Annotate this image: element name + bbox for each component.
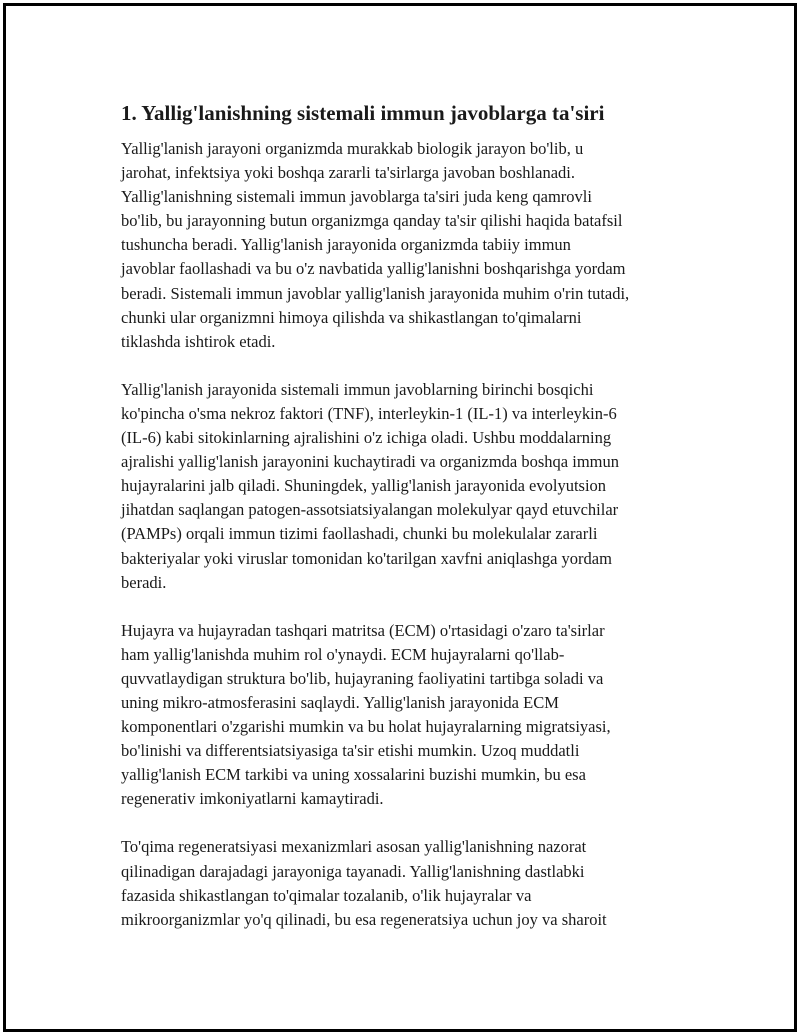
text-line: beradi. Sistemali immun javoblar yallig'lanish jarayonida muhim o'rin tutadi, bbox=[121, 283, 630, 303]
paragraph-4 bbox=[121, 835, 706, 931]
text-line: quvvatlaydigan struktura bo'lib, hujayraning faoliyatini tartibga soladi va bbox=[121, 668, 604, 688]
paragraph-2 bbox=[121, 378, 706, 595]
paragraph-1 bbox=[121, 137, 706, 354]
text-line: yallig'lanish ECM tarkibi va uning xossalarini buzishi mumkin, bu esa bbox=[121, 765, 586, 785]
text-line: beradi. bbox=[121, 572, 167, 592]
page-frame bbox=[3, 3, 797, 1032]
text-line: bo'lib, bu jarayonning butun organizmga qanday ta'sir qilishi haqida batafsil bbox=[121, 211, 623, 231]
text-line: komponentlari o'zgarishi mumkin va bu holat hujayralarning migratsiyasi, bbox=[121, 717, 611, 737]
text-line: Yallig'lanish jarayoni organizmda murakkab biologik jarayon bo'lib, u bbox=[121, 139, 584, 158]
text-line: hujayralarini jalb qiladi. Shuningdek, yallig'lanish jarayonida evolyutsion bbox=[121, 476, 607, 496]
text-line: tiklashda ishtirok etadi. bbox=[121, 331, 276, 351]
text-line: regenerativ imkoniyatlarni kamaytiradi. bbox=[121, 789, 384, 809]
text-line: bakteriyalar yoki viruslar tomonidan ko'tarilgan xavfni aniqlashga yordam bbox=[121, 548, 612, 568]
text-line: tushuncha beradi. Yallig'lanish jarayonida organizmda tabiiy immun bbox=[121, 235, 571, 255]
text-line: ajralishi yallig'lanish jarayonini kuchaytiradi va organizmda boshqa immun bbox=[121, 452, 620, 472]
document-body bbox=[121, 99, 706, 956]
section-heading: 1. Yallig'lanishning sistemali immun javoblarga ta'siri bbox=[121, 101, 605, 125]
text-line: javoblar faollashadi va bu o'z navbatida yallig'lanishni boshqarishga yordam bbox=[121, 259, 626, 279]
text-line: uning mikro-atmosferasini saqlaydi. Yallig'lanish jarayonida ECM bbox=[121, 692, 559, 712]
text-line: Yallig'lanish jarayonida sistemali immun javoblarning birinchi bosqichi bbox=[121, 379, 594, 399]
text-line: chunki ular organizmni himoya qilishda va shikastlangan to'qimalarni bbox=[121, 307, 582, 327]
text-line: mikroorganizmlar yo'q qilinadi, bu esa regeneratsiya uchun joy va sharoit bbox=[121, 909, 607, 929]
text-line: qilinadigan darajadagi jarayoniga tayanadi. Yallig'lanishning dastlabki bbox=[121, 861, 585, 881]
text-line: ham yallig'lanishda muhim rol o'ynaydi. ECM hujayralarni qo'llab- bbox=[121, 644, 565, 664]
paragraph-3 bbox=[121, 619, 706, 812]
text-line: jarohat, infektsiya yoki boshqa zararli ta'sirlarga javoban boshlanadi. bbox=[121, 163, 575, 183]
text-line: To'qima regeneratsiyasi mexanizmlari asosan yallig'lanishning nazorat bbox=[121, 837, 587, 857]
text-line: ko'pincha o'sma nekroz faktori (TNF), interleykin-1 (IL-1) va interleykin-6 bbox=[121, 403, 617, 423]
text-line: fazasida shikastlangan to'qimalar tozalanib, o'lik hujayralar va bbox=[121, 885, 532, 905]
text-line: (IL-6) kabi sitokinlarning ajralishini o'z ichiga oladi. Ushbu moddalarning bbox=[121, 428, 612, 448]
text-line: bo'linishi va differentsiatsiyasiga ta'sir etishi mumkin. Uzoq muddatli bbox=[121, 741, 580, 761]
text-line: jihatdan saqlangan patogen-assotsiatsiyalangan molekulyar qayd etuvchilar bbox=[121, 500, 619, 520]
text-line: Yallig'lanishning sistemali immun javoblarga ta'siri juda keng qamrovli bbox=[121, 187, 592, 207]
text-line: Hujayra va hujayradan tashqari matritsa (ECM) o'rtasidagi o'zaro ta'sirlar bbox=[121, 620, 605, 640]
text-line: (PAMPs) orqali immun tizimi faollashadi, chunki bu molekulalar zararli bbox=[121, 524, 598, 544]
